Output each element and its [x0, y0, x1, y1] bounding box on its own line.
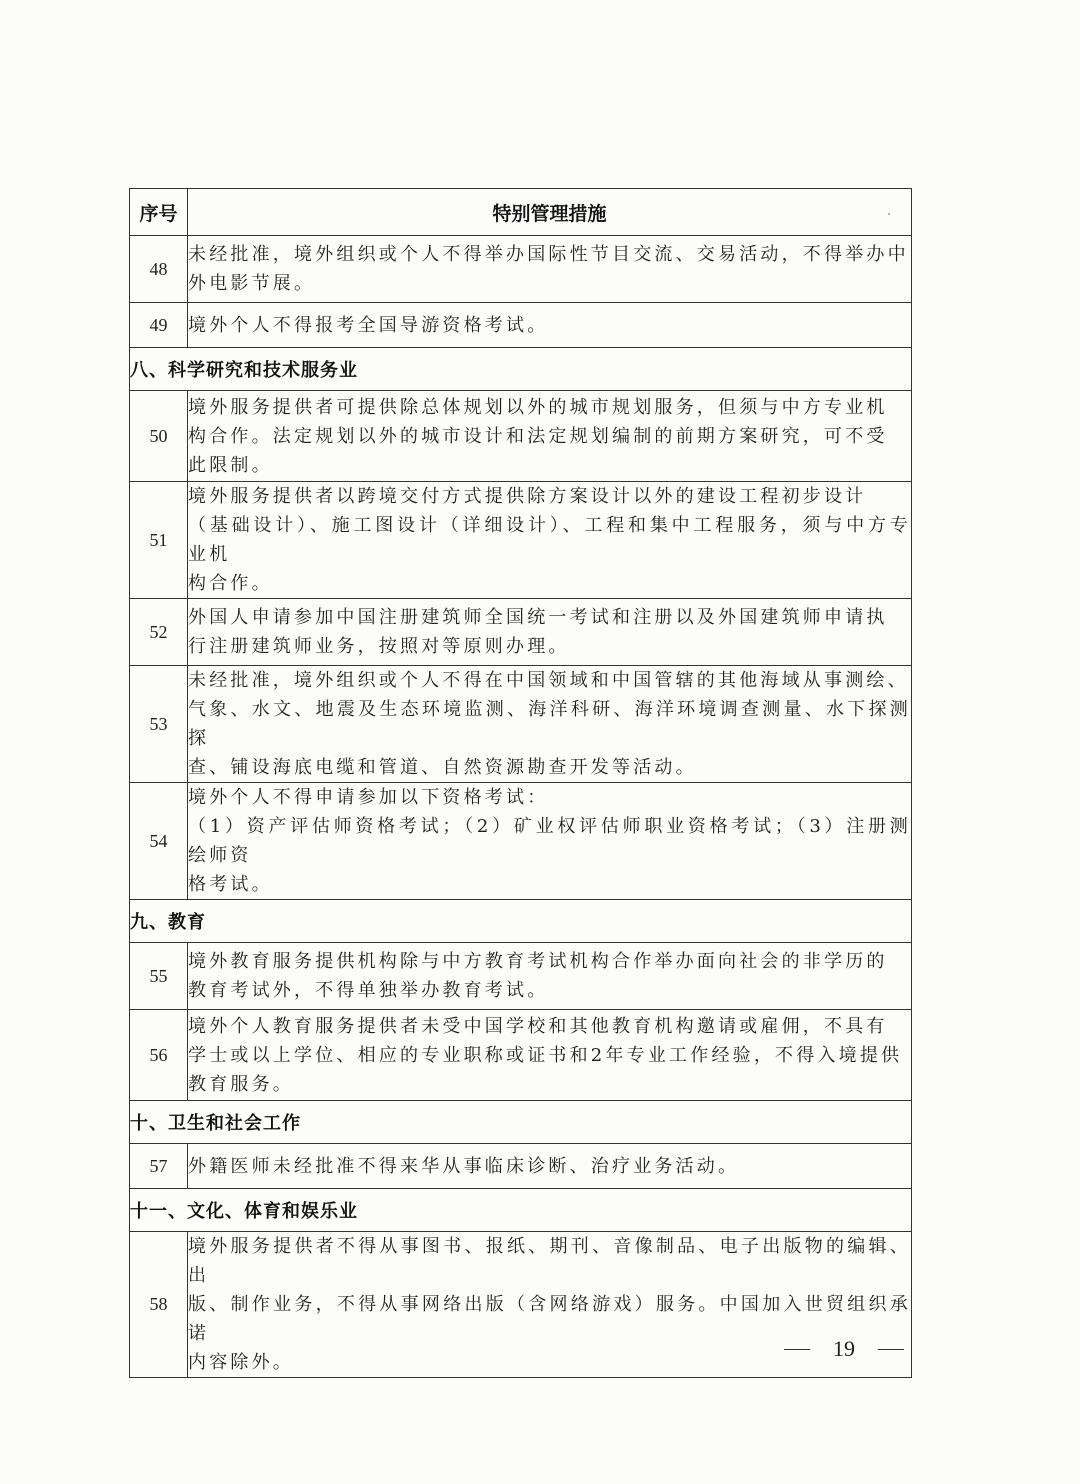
- footer-dash-left: [784, 1349, 810, 1350]
- section-row: [130, 1189, 912, 1232]
- measure-text-line: 境外服务提供者以跨境交付方式提供除方案设计以外的建设工程初步设计: [188, 486, 867, 507]
- measure-text-line: 构合作。法定规划以外的城市设计和法定规划编制的前期方案研究，可不受: [188, 425, 888, 447]
- measure-text: [188, 1010, 912, 1101]
- table-row: [130, 599, 912, 666]
- measure-text-line: 外籍医师未经批准不得来华从事临床诊断、治疗业务活动。: [188, 1155, 740, 1177]
- measure-text-line: 境外服务提供者不得从事图书、报纸、期刊、音像制品、电子出版物的编辑、出: [188, 1236, 911, 1286]
- special-measures-table: [129, 188, 912, 1378]
- header-number: 序号: [130, 189, 188, 236]
- measure-text: [188, 1144, 912, 1189]
- measure-text: [188, 391, 912, 482]
- table-row: [130, 303, 912, 348]
- table-body: [130, 236, 912, 1378]
- section-row: [130, 1101, 912, 1144]
- measure-text: [188, 599, 912, 666]
- row-number: 56: [130, 1010, 188, 1101]
- section-title: 十、卫生和社会工作: [130, 1101, 912, 1144]
- measure-text-line: （基础设计）、施工图设计（详细设计）、工程和集中工程服务，须与中方专业机: [188, 515, 911, 565]
- section-title: 十一、文化、体育和娱乐业: [130, 1189, 912, 1232]
- row-number: 54: [130, 783, 188, 900]
- measure-text-line: 境外服务提供者可提供除总体规划以外的城市规划服务，但须与中方专业机: [188, 396, 888, 418]
- table-row: [130, 1010, 912, 1101]
- row-number: 57: [130, 1144, 188, 1189]
- section-row: [130, 348, 912, 391]
- header-measures: 特别管理措施: [188, 189, 912, 236]
- row-number: 50: [130, 391, 188, 482]
- measure-text-line: 此限制。: [188, 454, 273, 476]
- measure-text: [188, 236, 912, 303]
- scan-speck: [888, 213, 890, 215]
- table-row: [130, 783, 912, 900]
- measure-text-line: 气象、水文、地震及生态环境监测、海洋科研、海洋环境调查测量、水下探测探: [188, 699, 911, 749]
- measure-text-line: 格考试。: [188, 874, 273, 895]
- row-number: 48: [130, 236, 188, 303]
- page-number: 19: [833, 1336, 855, 1361]
- section-title: 九、教育: [130, 900, 912, 943]
- measure-text-line: 境外个人不得申请参加以下资格考试：: [188, 787, 549, 808]
- footer-dash-right: [878, 1349, 904, 1350]
- measure-text-line: 未经批准，境外组织或个人不得在中国领域和中国管辖的其他海域从事测绘、: [188, 670, 909, 691]
- table-row: [130, 1144, 912, 1189]
- row-number: 55: [130, 943, 188, 1010]
- measure-text-line: 外国人申请参加中国注册建筑师全国统一考试和注册以及外国建筑师申请执: [188, 607, 888, 628]
- measure-text-line: 未经批准，境外组织或个人不得举办国际性节目交流、交易活动，不得举办中: [188, 244, 909, 265]
- row-number: 53: [130, 666, 188, 783]
- measure-text-line: （1）资产评估师资格考试；（2）矿业权评估师职业资格考试；（3）注册测绘师资: [188, 816, 911, 866]
- measure-text-line: 查、铺设海底电缆和管道、自然资源勘查开发等活动。: [188, 757, 697, 778]
- measure-text-line: 教育服务。: [188, 1073, 294, 1095]
- table-row: [130, 391, 912, 482]
- measure-text-line: 学士或以上学位、相应的专业职称或证书和2年专业工作经验，不得入境提供: [188, 1044, 903, 1066]
- measure-text-line: 版、制作业务，不得从事网络出版（含网络游戏）服务。中国加入世贸组织承诺: [188, 1294, 911, 1344]
- row-number: 49: [130, 303, 188, 348]
- measure-text-line: 构合作。: [188, 573, 273, 594]
- row-number: 52: [130, 599, 188, 666]
- measure-text-line: 行注册建筑师业务，按照对等原则办理。: [188, 636, 570, 657]
- table-header-row: [130, 189, 912, 236]
- page-footer: [784, 1334, 904, 1364]
- table-row: [130, 666, 912, 783]
- table-row: [130, 482, 912, 599]
- table-row: [130, 236, 912, 303]
- measure-text: [188, 482, 912, 599]
- measure-text-line: 内容除外。: [188, 1352, 294, 1373]
- measure-text-line: 境外个人教育服务提供者未受中国学校和其他教育机构邀请或雇佣，不具有: [188, 1015, 888, 1037]
- measure-text: [188, 303, 912, 348]
- measure-text: [188, 943, 912, 1010]
- measure-text-line: 境外个人不得报考全国导游资格考试。: [188, 314, 549, 336]
- section-title: 八、科学研究和技术服务业: [130, 348, 912, 391]
- measure-text-line: 境外教育服务提供机构除与中方教育考试机构合作举办面向社会的非学历的: [188, 951, 888, 972]
- measure-text: [188, 783, 912, 900]
- measure-text-line: 教育考试外，不得单独举办教育考试。: [188, 980, 549, 1001]
- measure-text-line: 外电影节展。: [188, 273, 316, 294]
- row-number: 58: [130, 1232, 188, 1378]
- table-row: [130, 943, 912, 1010]
- section-row: [130, 900, 912, 943]
- row-number: 51: [130, 482, 188, 599]
- measure-text: [188, 666, 912, 783]
